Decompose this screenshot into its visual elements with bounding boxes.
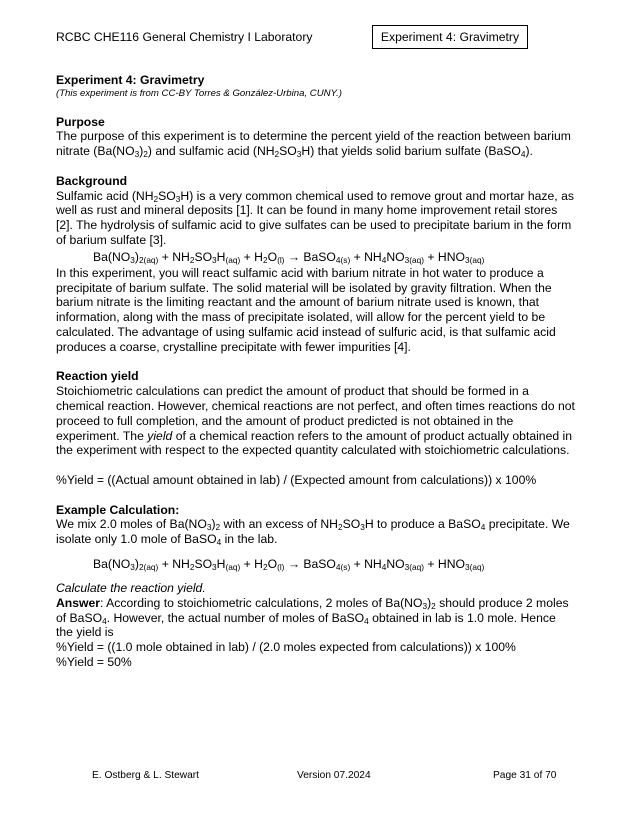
yield-term: yield [147, 428, 173, 443]
reaction-equation: $Ba(NO_3)_{2(aq)} + NH_2SO_3H_{(aq)} + H_2O_{(l)}$ → BaSO$_{4(s)}$ + $NH_4NO_{3(aq)} + HNO_{3(aq)}$ [93, 249, 485, 265]
purpose-heading: Purpose [56, 114, 105, 129]
example-calc-2: %Yield = 50% [56, 654, 132, 669]
page-content [56, 73, 576, 670]
example-calc-1: %Yield = ((1.0 mole obtained in lab) / (2.0 moles expected from calculations)) x 100% [56, 640, 516, 655]
experiment-title: Experiment 4: Gravimetry [56, 73, 205, 87]
attribution-note: (This experiment is from CC-BY Torres & González-Urbina, CUNY.) [56, 87, 342, 99]
reaction-yield-heading: Reaction yield [56, 369, 139, 384]
example-question: Calculate the reaction yield. [56, 580, 206, 595]
purpose-text: The purpose of this experiment is to determine the percent yield of the reaction between barium nitrate $(Ba(NO_3)_2)$ and sulfamic acid $(NH_2SO_3H)$ that yields solid barium sulfate (BaSO$_4$). [56, 129, 571, 160]
footer-page-number: Page 31 of 70 [493, 770, 557, 781]
experiment-header-box: Experiment 4: Gravimetry [372, 25, 528, 49]
footer-authors: E. Ostberg & L. Stewart [92, 770, 200, 781]
example-intro: We mix 2.0 moles of $Ba(NO_3)_2$ with an excess of $NH_2SO_3H$ to produce a BaSO$_4$ precipitate. We isolate only 1.0 mole of BaSO$_4$ in the lab. [56, 517, 570, 548]
example-answer: Answer: According to stoichiometric calculations, 2 moles of $Ba(NO_3)_2$ should produce 2 moles of BaSO$_4$. However, the actual number of moles of BaSO$_4$ obtained in lab is 1.0 mole. Hence the yield is [56, 595, 569, 640]
background-paragraph-1: Sulfamic acid $(NH_2SO_3H)$ is a very common chemical used to remove grout and mortar haze, as well as rust and mineral deposits [1]. It can be found in many home improvement retail stores [2]. The hydrolysis of sulfamic acid to give sulfates can be used to precipitate barium in the form of barium sulfate [3]. [56, 188, 574, 247]
yield-formula: %Yield = ((Actual amount obtained in lab) / (Expected amount from calculations)) x 100% [56, 472, 537, 487]
course-header: RCBC CHE116 General Chemistry I Laboratory [56, 30, 313, 44]
example-heading: Example Calculation: [56, 502, 180, 517]
reaction-yield-text: Stoichiometric calculations can predict the amount of product that should be formed in a chemical reaction. However, chemical reactions are not perfect, and often times reactions do not proceed to full completion, and the amount of product predicted is not obtained in the experiment. The yield of a chemical reaction refers to the amount of product actually obtained in the experiment with respect to the expected quantity calculated with stoichiometric calculations. [56, 384, 575, 458]
footer-version: Version 07.2024 [297, 770, 371, 781]
background-paragraph-2: In this experiment, you will react sulfamic acid with barium nitrate in hot water to produce a precipitate of barium sulfate. The solid material will be isolated by gravity filtration. When the barium nitrate is the limiting reactant and the amount of barium nitrate used is known, that information, along with the mass of precipitate isolated, will allow for the percent yield to be calculated. The advantage of using sulfamic acid instead of sulfuric acid, is that sulfamic acid produces a coarse, crystalline precipitate with fewer impurities [4]. [56, 265, 556, 354]
answer-label: Answer [56, 595, 101, 610]
background-heading: Background [56, 173, 128, 188]
example-reaction-equation: $Ba(NO_3)_{2(aq)} + NH_2SO_3H_{(aq)} + H_2O_{(l)}$ → BaSO$_{4(s)}$ + $NH_4NO_{3(aq)} + HNO_{3(aq)}$ [93, 556, 485, 572]
